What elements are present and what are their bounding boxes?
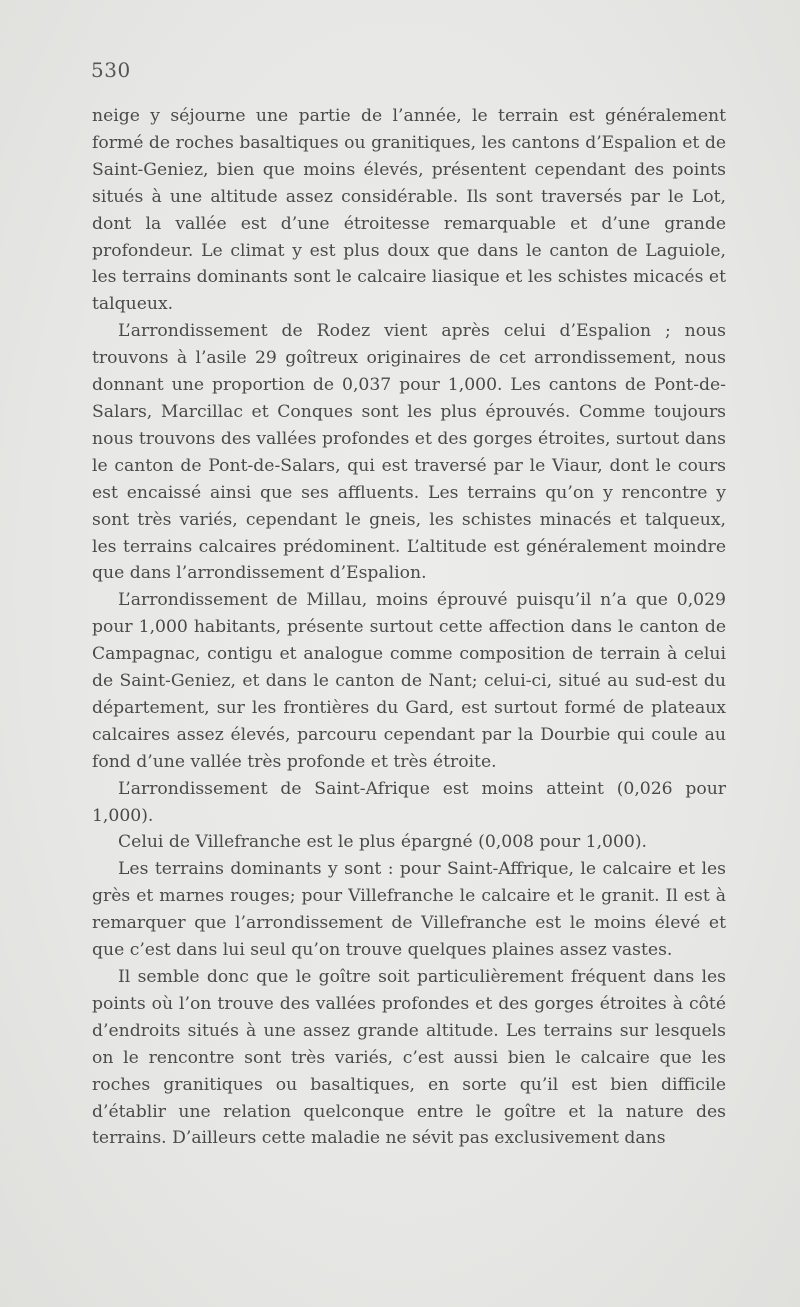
paragraph-saint-afrique: L’arrondissement de Saint-Afrique est moins atteint (0,026 pour 1,000). xyxy=(92,778,726,826)
paragraph-continued: neige y séjourne une partie de l’année, le terrain est généralement formé de roches basaltiques ou granitiques, les cantons d’Espalion et de Saint-Geniez, bien que moins élevés, présentent cependant des points situés à une altitude assez considérable. Ils sont traversés par le Lot, dont la vallée est d’une étroitesse remarquable et d’une grande profondeur. Le climat y est plus doux que dans le canton de Laguiole, les terrains dominants sont le calcaire liasique et les schistes micacés et talqueux. xyxy=(92,106,726,315)
page-number: 530 xyxy=(91,58,131,82)
paragraph-conclusion: Il semble donc que le goître soit particulièrement fréquent dans les points où l’on trouve des vallées profondes et des gorges étroites à côté d’endroits situés à une assez grande altitude. Les terrains sur lesquels on le rencontre sont très variés, c’est aussi bien le calcaire que les roches granitiques ou basaltiques, en sorte qu’il est bien difficile d’établir une relation quelconque entre le goître et la nature des terrains. D’ailleurs cette maladie ne sévit pas exclusivement dans xyxy=(92,967,726,1149)
body-text xyxy=(92,103,726,1152)
paragraph-rodez: L’arrondissement de Rodez vient après celui d’Espalion ; nous trouvons à l’asile 29 goîtreux originaires de cet arrondissement, nous donnant une proportion de 0,037 pour 1,000. Les cantons de Pont-de-Salars, Marcillac et Conques sont les plus éprouvés. Comme toujours nous trouvons des vallées profondes et des gorges étroites, surtout dans le canton de Pont-de-Salars, qui est traversé par le Viaur, dont le cours est encaissé ainsi que ses affluents. Les terrains qu’on y rencontre y sont très variés, cependant le gneis, les schistes minacés et talqueux, les terrains calcaires prédominent. L’altitude est généralement moindre que dans l’arrondissement d’Espalion. xyxy=(92,321,726,584)
paragraph-terrains: Les terrains dominants y sont : pour Saint-Affrique, le calcaire et les grès et marnes rouges; pour Villefranche le calcaire et le granit. Il est à remarquer que l’arrondissement de Villefranche est le moins élevé et que c’est dans lui seul qu’on trouve quelques plaines assez vastes. xyxy=(92,859,726,961)
paragraph-millau: L’arrondissement de Millau, moins éprouvé puisqu’il n’a que 0,029 pour 1,000 habitants, présente surtout cette affection dans le canton de Campagnac, contigu et analogue comme composition de terrain à celui de Saint-Geniez, et dans le canton de Nant; celui-ci, situé au sud-est du département, sur les frontières du Gard, est surtout formé de plateaux calcaires assez élevés, parcouru cependant par la Dourbie qui coule au fond d’une vallée très profonde et très étroite. xyxy=(92,590,726,772)
paragraph-villefranche: Celui de Villefranche est le plus épargné (0,008 pour 1,000). xyxy=(118,832,648,853)
